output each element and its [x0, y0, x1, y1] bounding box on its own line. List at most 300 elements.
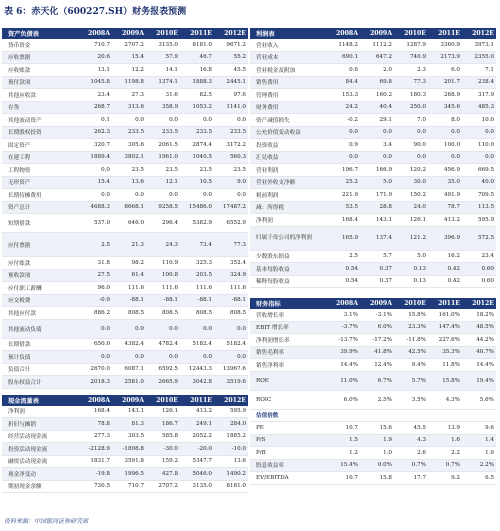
row-label: 净利润 — [250, 214, 326, 227]
cell-value: 6592.5 — [146, 363, 180, 376]
row-label: 应付账款 — [2, 257, 78, 270]
cell-value: 0.0 — [112, 351, 146, 364]
table-row — [250, 250, 496, 263]
header-year: 2010E — [394, 298, 428, 309]
cell-value: 650.0 — [78, 338, 112, 351]
cell-value: 14.4% — [326, 359, 360, 372]
cell-value: 2.6 — [394, 447, 428, 460]
cell-value: 100.8 — [146, 269, 180, 282]
row-label: 销售净利率 — [250, 359, 326, 372]
cell-value: 111.6 — [112, 282, 146, 295]
table-row — [250, 39, 496, 51]
cell-value: 17.7 — [394, 472, 428, 485]
cell-value: -3.1% — [360, 309, 394, 321]
cell-value: 3360.9 — [428, 39, 462, 51]
cell-value: 15.4 — [78, 176, 112, 189]
cell-value: 15486.0 — [180, 201, 214, 214]
cell-value: 690.1 — [326, 51, 360, 64]
cell-value: 0.0 — [180, 351, 214, 364]
cell-value: 3135.0 — [146, 39, 180, 51]
cell-value: 5.0 — [360, 176, 394, 189]
table-row — [250, 472, 496, 485]
table-row — [2, 468, 248, 481]
cell-value: 16.8 — [180, 64, 214, 77]
cell-value: 48.5% — [462, 321, 496, 334]
row-label: 期初现金余额 — [2, 480, 78, 493]
cell-value: 78.7 — [428, 201, 462, 214]
cell-value: 110.9 — [146, 257, 180, 270]
cell-value: 5382.9 — [180, 214, 214, 233]
row-label: 营业税金及附加 — [250, 64, 326, 77]
table-row — [2, 269, 248, 282]
cell-value: 646.0 — [112, 214, 146, 233]
cell-value: 6087.1 — [112, 363, 146, 376]
cell-value: 160.2 — [360, 89, 394, 102]
cell-value: 40.7% — [462, 346, 496, 359]
cell-value: 2355.0 — [462, 51, 496, 64]
cell-value: 4382.4 — [112, 338, 146, 351]
cell-value: 262.3 — [78, 126, 112, 139]
cell-value: 143.1 — [360, 214, 394, 227]
cell-value: 46.7 — [180, 51, 214, 64]
table-row — [250, 101, 496, 114]
cell-value: -3.7% — [326, 321, 360, 334]
cell-value: 8668.1 — [112, 201, 146, 214]
cell-value: 150.2 — [394, 189, 428, 202]
cell-value: 14.4% — [462, 359, 496, 372]
table-row — [2, 201, 248, 214]
cell-value: 3135.0 — [180, 480, 214, 493]
cell-value: 10.5 — [180, 176, 214, 189]
cell-value: 13.9 — [428, 422, 462, 435]
row-label: 其他流动负债 — [2, 319, 78, 338]
table-row — [250, 151, 496, 164]
table-row — [2, 257, 248, 270]
cell-value: 3.1% — [326, 309, 360, 321]
row-label: 营业收入 — [250, 39, 326, 51]
row-label: 在建工程 — [2, 151, 78, 164]
cell-value: 3802.1 — [112, 151, 146, 164]
row-label: 管理费用 — [250, 89, 326, 102]
row-label: 资产总计 — [2, 201, 78, 214]
cell-value: 39.9% — [326, 346, 360, 359]
cell-value: 537.0 — [78, 214, 112, 233]
cell-value: 3.5% — [394, 390, 428, 409]
row-label: 应交税费 — [2, 294, 78, 307]
cell-value: 17487.2 — [214, 201, 248, 214]
cell-value: 15.4% — [326, 459, 360, 472]
row-label: 折旧与摊销 — [2, 418, 78, 431]
financial-ratios-table — [250, 298, 496, 485]
cell-value: 1.4 — [462, 434, 496, 447]
cell-value: 16.2 — [428, 250, 462, 263]
cell-value: -88.1 — [214, 294, 248, 307]
header-label: 资产负债表 — [2, 28, 78, 39]
cell-value: 3973.1 — [462, 39, 496, 51]
right-column — [250, 28, 496, 485]
table-row — [2, 39, 248, 51]
cell-value: 0.60 — [462, 275, 496, 288]
cell-value: 647.2 — [360, 51, 394, 64]
cell-value: 2707.2 — [146, 480, 180, 493]
cashflow-header-row — [2, 395, 248, 406]
cell-value: 6.0% — [326, 390, 360, 409]
income-statement-table — [250, 28, 496, 288]
cell-value: 221.9 — [326, 189, 360, 202]
cell-value: 9671.2 — [214, 39, 248, 51]
table-row — [2, 455, 248, 468]
cell-value: 358.9 — [146, 101, 180, 114]
cell-value: 23.4 — [462, 250, 496, 263]
row-label: 少数股东损益 — [250, 250, 326, 263]
header-year: 2011E — [428, 298, 462, 309]
cell-value: 120.2 — [394, 164, 428, 177]
cell-value: 0.0 — [112, 319, 146, 338]
cell-value: 12.2 — [112, 64, 146, 77]
cell-value: 0.0 — [360, 151, 394, 164]
cell-value: 6.0 — [428, 64, 462, 77]
cell-value: 3591.8 — [112, 455, 146, 468]
table-row — [250, 309, 496, 321]
cell-value: 31.6 — [146, 89, 180, 102]
cell-value: 2665.9 — [146, 376, 180, 389]
row-label: 营业成本 — [250, 51, 326, 64]
cell-value: 305.6 — [112, 139, 146, 152]
cell-value: 168.4 — [326, 214, 360, 227]
cell-value: 20.6 — [78, 51, 112, 64]
cell-value: 1112.2 — [360, 39, 394, 51]
cell-value: 320.7 — [78, 139, 112, 152]
cell-value: 1374.1 — [146, 76, 180, 89]
cell-value: 0.0 — [394, 151, 428, 164]
row-label: 其他应付款 — [2, 307, 78, 320]
cell-value: 1.6 — [428, 434, 462, 447]
cell-value: 196.7 — [326, 164, 360, 177]
cell-value: 126.1 — [394, 214, 428, 227]
cell-value: 1287.9 — [394, 39, 428, 51]
cell-value: 19.4% — [462, 371, 496, 390]
cell-value: 45.5 — [394, 422, 428, 435]
cell-value: 2707.2 — [112, 39, 146, 51]
cell-value: 2.0 — [360, 64, 394, 77]
cell-value: 0.0 — [394, 126, 428, 139]
cell-value: 23.5 — [180, 164, 214, 177]
cell-value: 9.2 — [428, 472, 462, 485]
header-label: 现金流量表 — [2, 395, 78, 406]
table-row — [250, 371, 496, 390]
cell-value: 808.5 — [180, 307, 214, 320]
cell-value: 0.0 — [78, 164, 112, 177]
header-label: 利润表 — [250, 28, 326, 39]
cell-value: 227.6% — [428, 334, 462, 347]
cell-value: 0.0 — [214, 319, 248, 338]
cell-value: 24.0 — [394, 201, 428, 214]
cell-value: 413.2 — [428, 214, 462, 227]
cashflow-table — [2, 395, 248, 494]
cell-value: 2.2% — [462, 459, 496, 472]
row-label: 固定资产 — [2, 139, 78, 152]
table-row — [250, 359, 496, 372]
cell-value: 485.3 — [462, 101, 496, 114]
cell-value: 165.9 — [326, 226, 360, 250]
cell-value: -13.7% — [326, 334, 360, 347]
row-label: 公允价值变动收益 — [250, 126, 326, 139]
table-row — [250, 346, 496, 359]
table-row — [2, 151, 248, 164]
table-row — [250, 434, 496, 447]
row-label: 经营活动现金流 — [2, 430, 78, 443]
cell-value: 27.5 — [78, 269, 112, 282]
cell-value: 11.0% — [326, 371, 360, 390]
row-label: ROIC — [250, 390, 326, 409]
cell-value: 2445.1 — [214, 76, 248, 89]
cell-value: 0.0 — [78, 351, 112, 364]
header-year: 2010E — [146, 28, 180, 39]
header-year: 2011E — [428, 28, 462, 39]
cell-value: 238.4 — [462, 76, 496, 89]
cell-value: 268.9 — [428, 89, 462, 102]
table-row — [250, 139, 496, 152]
cell-value: 9.4% — [394, 359, 428, 372]
cell-value: 21.3 — [112, 233, 146, 257]
cell-value: 886.2 — [78, 307, 112, 320]
table-row — [2, 189, 248, 202]
cell-value: 53.5 — [326, 201, 360, 214]
cell-value: 1141.0 — [214, 101, 248, 114]
cell-value: 808.5 — [146, 307, 180, 320]
cell-value: 1885.2 — [214, 430, 248, 443]
cell-value: 0.0 — [214, 351, 248, 364]
cell-value: 137.4 — [360, 226, 394, 250]
table-row — [2, 233, 248, 257]
cell-value: 6.0% — [360, 321, 394, 334]
row-label: 归属于母公司的净利润 — [250, 226, 326, 250]
cell-value: 0.0 — [214, 114, 248, 127]
cell-value: -10.0 — [214, 443, 248, 456]
table-row — [250, 459, 496, 472]
cell-value: 171.9 — [360, 189, 394, 202]
cell-value: 4688.3 — [78, 201, 112, 214]
cell-value: -30.0 — [146, 443, 180, 456]
cell-value: 413.2 — [180, 406, 214, 418]
header-year: 2012E — [214, 28, 248, 39]
cell-value: 0.37 — [360, 263, 394, 276]
cell-value: 1831.7 — [78, 455, 112, 468]
cell-value: 1.9 — [360, 434, 394, 447]
cell-value: 5046.0 — [180, 468, 214, 481]
row-label: P/S — [250, 434, 326, 447]
row-label: EV/EBITDA — [250, 472, 326, 485]
row-label: 工程物资 — [2, 164, 78, 177]
cell-value: 180.3 — [394, 89, 428, 102]
cell-value: 0.0 — [78, 189, 112, 202]
cell-value: 710.7 — [112, 480, 146, 493]
table-row — [250, 76, 496, 89]
row-label: 投资活动现金流 — [2, 443, 78, 456]
cell-value: 1961.0 — [146, 151, 180, 164]
cell-value: -0.9 — [78, 294, 112, 307]
row-label: 投资收益 — [250, 139, 326, 152]
source-note: 资料来源：中国银河证券研究部 — [4, 518, 89, 525]
cell-value: 5.7% — [394, 371, 428, 390]
header-year: 2010E — [394, 28, 428, 39]
table-row — [250, 126, 496, 139]
cell-value: 0.1 — [78, 114, 112, 127]
header-year: 2011E — [180, 395, 214, 406]
cell-value: 1040.5 — [180, 151, 214, 164]
cell-value: 0.0 — [180, 189, 214, 202]
cell-value: 111.6 — [180, 282, 214, 295]
cell-value: 97.6 — [214, 89, 248, 102]
cell-value: 77.3 — [394, 76, 428, 89]
table-row — [2, 101, 248, 114]
table-row — [250, 114, 496, 127]
cell-value: 18.2% — [462, 309, 496, 321]
row-label: 营业外收支净额 — [250, 176, 326, 189]
row-label: 财务费用 — [250, 101, 326, 114]
cell-value: 24.2 — [326, 101, 360, 114]
cell-value: 7.1 — [462, 64, 496, 77]
cell-value: 0.0 — [326, 126, 360, 139]
cell-value: 6.5 — [462, 472, 496, 485]
cell-value: 277.3 — [78, 430, 112, 443]
cell-value: 6552.9 — [214, 214, 248, 233]
header-year: 2012E — [214, 395, 248, 406]
cell-value: 249.1 — [180, 418, 214, 431]
cell-value: 23.4 — [78, 89, 112, 102]
cell-value: 268.7 — [78, 101, 112, 114]
cell-value: 1.9 — [462, 447, 496, 460]
row-label: 存货 — [2, 101, 78, 114]
cell-value: 13.1 — [78, 64, 112, 77]
cell-value: 147.4% — [428, 321, 462, 334]
cell-value: 41.8% — [360, 346, 394, 359]
cell-value: 40.4 — [360, 101, 394, 114]
cell-value: 15.8% — [394, 309, 428, 321]
table-row — [2, 64, 248, 77]
cell-value: 233.5 — [112, 126, 146, 139]
cell-value: 2018.3 — [78, 376, 112, 389]
cell-value: 96.0 — [78, 282, 112, 295]
cell-value: 0.0% — [360, 459, 394, 472]
header-year: 2012E — [462, 28, 496, 39]
page-title: 表 6：赤天化（600227.SH）财务报表预测 — [4, 7, 187, 17]
table-row — [2, 76, 248, 89]
cell-value: 15.6 — [360, 422, 394, 435]
cell-value: 1889.4 — [78, 151, 112, 164]
row-label: 销售毛利率 — [250, 346, 326, 359]
cell-value: 1490.2 — [214, 468, 248, 481]
cell-value: 427.8 — [146, 468, 180, 481]
cell-value: 0.0 — [360, 126, 394, 139]
cell-value: 0.6 — [326, 64, 360, 77]
cell-value: 3042.8 — [180, 376, 214, 389]
cell-value: 5182.4 — [214, 338, 248, 351]
cell-value: 0.7% — [428, 459, 462, 472]
cell-value: 1.0 — [360, 447, 394, 460]
cell-value: 0.0 — [428, 126, 462, 139]
cell-value: 669.5 — [462, 164, 496, 177]
cell-value: 203.5 — [180, 269, 214, 282]
cell-value: 12.4% — [360, 359, 394, 372]
cell-value: 10.0 — [462, 114, 496, 127]
cell-value: 8181.0 — [180, 39, 214, 51]
row-label: P/B — [250, 447, 326, 460]
cell-value: 90.0 — [394, 139, 428, 152]
header-year: 2009A — [360, 28, 394, 39]
cell-value: 69.8 — [360, 76, 394, 89]
cell-value: 233.5 — [146, 126, 180, 139]
table-row — [250, 321, 496, 334]
cell-value: 303.5 — [112, 430, 146, 443]
table-row — [250, 64, 496, 77]
table-row — [250, 189, 496, 202]
row-label: 稀释每股收益 — [250, 275, 326, 288]
cell-value: 15.8 — [360, 472, 394, 485]
table-row — [2, 214, 248, 233]
cell-value: 491.9 — [428, 189, 462, 202]
table-row — [250, 334, 496, 347]
cell-value: 10.7 — [326, 422, 360, 435]
cell-value: 168.4 — [78, 406, 112, 418]
row-label: 长期借款 — [2, 338, 78, 351]
cell-value: 0.0 — [326, 151, 360, 164]
cell-value: 595.9 — [462, 214, 496, 227]
row-label: 短期借款 — [2, 214, 78, 233]
header-year: 2008A — [326, 298, 360, 309]
cell-value: 35.3% — [428, 346, 462, 359]
cell-value: 23.5 — [112, 164, 146, 177]
cell-value: 57.9 — [146, 51, 180, 64]
header-year: 2008A — [326, 28, 360, 39]
cell-value: 3172.2 — [214, 139, 248, 152]
cell-value: 25.2 — [326, 176, 360, 189]
cell-value: 12443.3 — [180, 363, 214, 376]
cell-value: 4.3% — [428, 390, 462, 409]
cell-value: 61.4 — [112, 269, 146, 282]
row-label: EBIT 增长率 — [250, 321, 326, 334]
cell-value: 250.0 — [394, 101, 428, 114]
cell-value: 2.5 — [326, 250, 360, 263]
table-row — [2, 176, 248, 189]
cell-value: 5.0 — [394, 250, 428, 263]
cell-value: 153.3 — [326, 89, 360, 102]
row-label: 预付款项 — [2, 76, 78, 89]
cell-value: 1045.8 — [78, 76, 112, 89]
cell-value: 100.0 — [428, 139, 462, 152]
table-row — [250, 89, 496, 102]
cell-value: 7.0 — [394, 114, 428, 127]
cell-value: 284.0 — [214, 418, 248, 431]
cell-value: 84.4 — [326, 76, 360, 89]
cell-value: 14.1 — [146, 64, 180, 77]
cell-value: 1888.3 — [180, 76, 214, 89]
row-label: 长期股权投资 — [2, 126, 78, 139]
cell-value: -19.8 — [78, 468, 112, 481]
header-year: 2012E — [462, 298, 496, 309]
cell-value: 1.2 — [326, 447, 360, 460]
cell-value: 352.4 — [214, 257, 248, 270]
row-label: 其他流动资产 — [2, 114, 78, 127]
cell-value: 0.0 — [462, 151, 496, 164]
ratios-header-row — [250, 298, 496, 309]
cell-value: 572.5 — [462, 226, 496, 250]
table-row — [2, 480, 248, 493]
cell-value: 0.0 — [146, 189, 180, 202]
cell-value: 11.8% — [428, 359, 462, 372]
cell-value: 9.0 — [214, 176, 248, 189]
cell-value: 0.0 — [146, 319, 180, 338]
